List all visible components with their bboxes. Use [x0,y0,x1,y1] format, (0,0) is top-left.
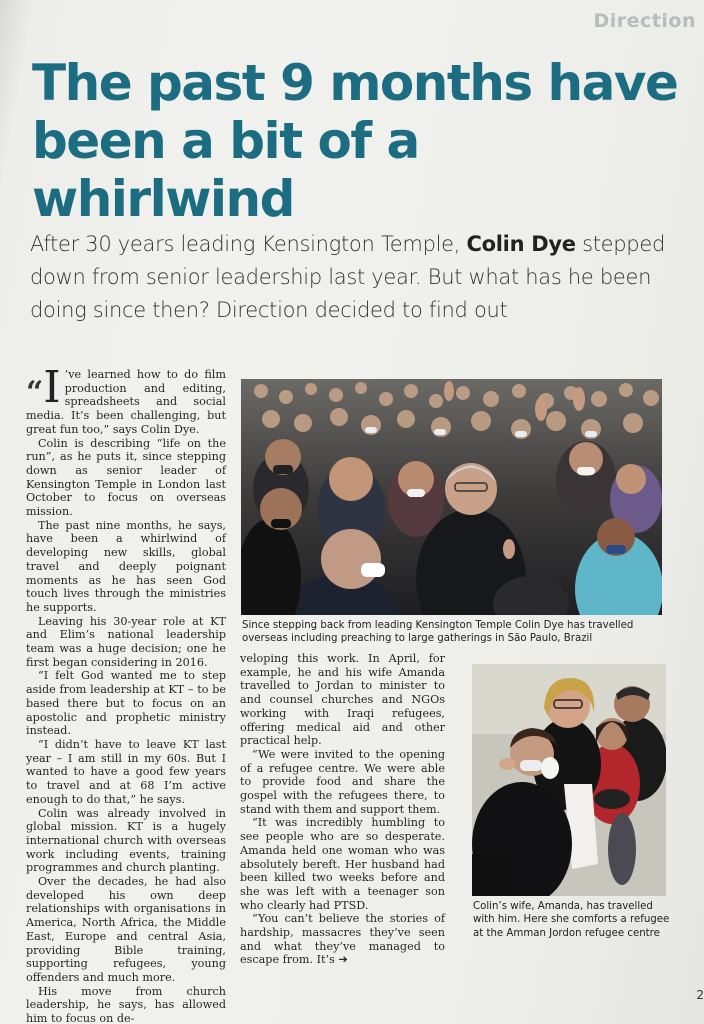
body-paragraph: “You can’t believe the stories of hardship, massacres they’ve seen and what they’ve managed to escape from. It’s ➔ [240,912,445,967]
standfirst [30,228,670,327]
body-paragraph: Over the decades, he had also developed his own deep relationships with organisations in America, North Africa, the Middle East, Europe and central Asia, providing Bible training, supporting refugees, young offenders and much more. [26,875,226,984]
drop-cap: “I [26,362,61,413]
body-paragraph: Leaving his 30-year role at KT and Elim’s national leadership team was a huge decision; one he first began considering in 2016. [26,614,226,669]
headline-line-2: been a bit of a whirlwind [32,112,419,228]
body-paragraph: Colin was already involved in global mission. KT is a hugely international church with overseas work including events, training programmes and church planting. [26,806,226,875]
page-number: 2 [696,988,704,1002]
continue-arrow-icon: ➔ [338,953,348,967]
standfirst-after: stepped down from senior leadership last year. But what has he been doing since then? Direction decided to find out [30,232,665,322]
crowd-photo [241,379,662,615]
body-column-1 [26,362,226,1024]
body-paragraph: “I ’ve learned how to do film production and editing, spreadsheets and social media. It’s been challenging, but great fun too,” says Colin Dye. [26,362,226,436]
body-paragraph: “We were invited to the opening of a refugee centre. We were able to provide food and share the gospel with the refugees there, to stand with them and support them. [240,747,445,816]
body-paragraph: Colin is describing “life on the run”, as he puts it, since stepping down as senior leader of Kensington Temple in London last October to focus on overseas mission. [26,436,226,519]
standfirst-name: Colin Dye [466,232,576,256]
body-column-2 [240,652,445,967]
body-paragraph: “I didn’t have to leave KT last year – I am still in my 60s. But I wanted to have a good few years to travel and at 68 I’m active enough to do that,” he says. [26,737,226,806]
headline-line-1: The past 9 months have [32,54,678,112]
body-paragraph: His move from church leadership, he says, has allowed him to focus on de- [26,984,226,1024]
refugee-centre-photo [472,664,666,896]
standfirst-before: After 30 years leading Kensington Temple, [30,232,467,256]
body-paragraph: “It was incredibly humbling to see people who are so desperate. Amanda held one woman who was absolutely bereft. Her husband had been killed two weeks before and she was left with a teenager son who clearly had PTSD. [240,816,445,912]
body-paragraph: “I felt God wanted me to step aside from leadership at KT – to be based there but to focus on an apostolic and prophetic ministry instead. [26,669,226,738]
refugee-photo-caption: Colin’s wife, Amanda, has travelled with him. Here she comforts a refugee at the Amman Jordon refugee centre [473,901,670,939]
body-paragraph: veloping this work. In April, for example, he and his wife Amanda travelled to Jordan to minister to and counsel churches and NGOs working with Iraqi refugees, offering medical aid and other practical help. [240,652,445,748]
body-paragraph: The past nine months, he says, have been a whirlwind of developing new skills, global travel and deeply poignant moments as he has seen God touch lives through the ministries he supports. [26,518,226,614]
section-label: Direction [593,10,696,32]
opening-quote-mark: “ [26,375,44,410]
crowd-photo-caption: Since stepping back from leading Kensington Temple Colin Dye has travelled overseas including preaching to large gatherings in São Paulo, Brazil [242,620,634,645]
headline [32,54,692,228]
